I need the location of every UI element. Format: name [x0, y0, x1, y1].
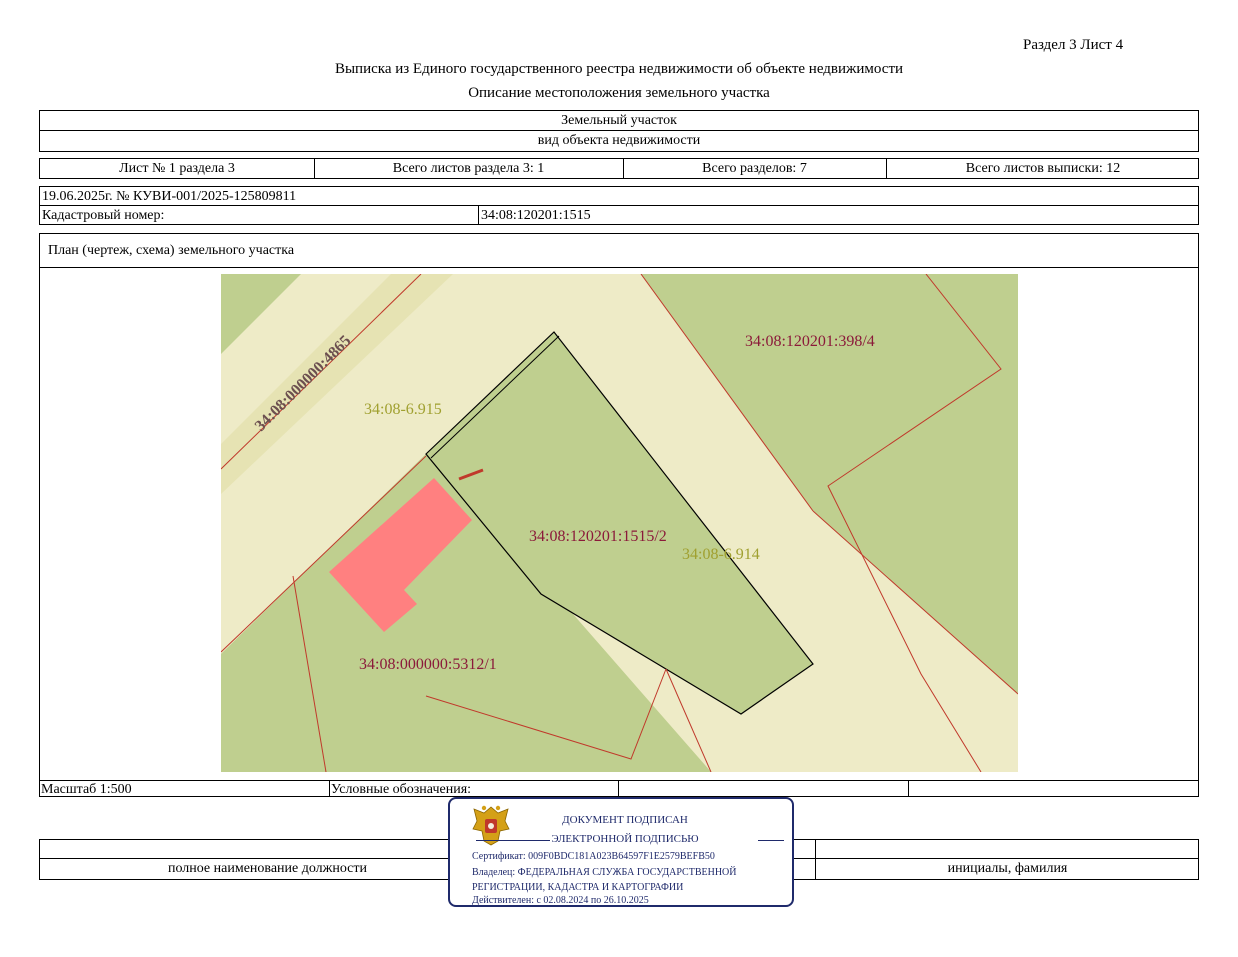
stamp-subtitle: ЭЛЕКТРОННОЙ ПОДПИСЬЮ: [551, 833, 699, 845]
stamp-owner-2: РЕГИСТРАЦИИ, КАДАСТРА И КАРТОГРАФИИ: [472, 882, 684, 893]
signature-label: инициалы, фамилия: [947, 861, 1068, 876]
stamp-validity: Действителен: с 02.08.2024 по 26.10.2025: [472, 895, 649, 906]
cadastral-number-label: Кадастровый номер:: [42, 208, 165, 223]
section-sheet-label: Раздел 3 Лист 4: [1023, 37, 1124, 53]
legend-label: Условные обозначения:: [331, 782, 472, 797]
label-parcel-5312: 34:08:000000:5312/1: [359, 656, 497, 673]
scale-label: Масштаб 1:500: [41, 782, 132, 797]
position-label: полное наименование должности: [167, 861, 368, 876]
label-parcel-1515: 34:08:120201:1515/2: [529, 528, 667, 545]
electronic-signature-stamp: [448, 797, 794, 907]
sheet-number: Лист № 1 раздела 3: [119, 161, 235, 176]
plan-title: План (чертеж, схема) земельного участка: [48, 243, 295, 258]
label-road-parcel: 34:08:000000:4865: [251, 332, 355, 435]
object-kind-label: вид объекта недвижимости: [537, 133, 701, 148]
label-parcel-398: 34:08:120201:398/4: [745, 333, 875, 350]
stamp-owner: Владелец: ФЕДЕРАЛЬНАЯ СЛУЖБА ГОСУДАРСТВЕННОЙ: [472, 867, 737, 878]
cadastral-number-value: 34:08:120201:1515: [481, 208, 591, 223]
object-name: Земельный участок: [561, 113, 677, 128]
document-subtitle: Описание местоположения земельного участка: [468, 85, 770, 101]
cadastral-map: [221, 274, 1018, 772]
label-zone-915: 34:08-6.915: [364, 401, 442, 418]
total-sections: Всего разделов: 7: [702, 161, 807, 176]
cadastral-map-svg: [221, 274, 1018, 772]
total-sheets-section: Всего листов раздела 3: 1: [392, 161, 545, 176]
label-zone-914: 34:08-6.914: [682, 546, 760, 563]
record-table: [39, 186, 1199, 225]
sheet-info-row: [39, 158, 1199, 179]
document-title: Выписка из Единого государственного реестра недвижимости об объекте недвижимости: [334, 61, 904, 77]
stamp-certificate: Сертификат: 009F0BDC181A023B64597F1E2579BEFB50: [472, 851, 715, 862]
total-sheets-extract: Всего листов выписки: 12: [965, 161, 1121, 176]
object-table: [39, 110, 1199, 152]
date-number: 19.06.2025г. № КУВИ-001/2025-125809811: [42, 189, 297, 204]
stamp-title: ДОКУМЕНТ ПОДПИСАН: [562, 814, 688, 826]
